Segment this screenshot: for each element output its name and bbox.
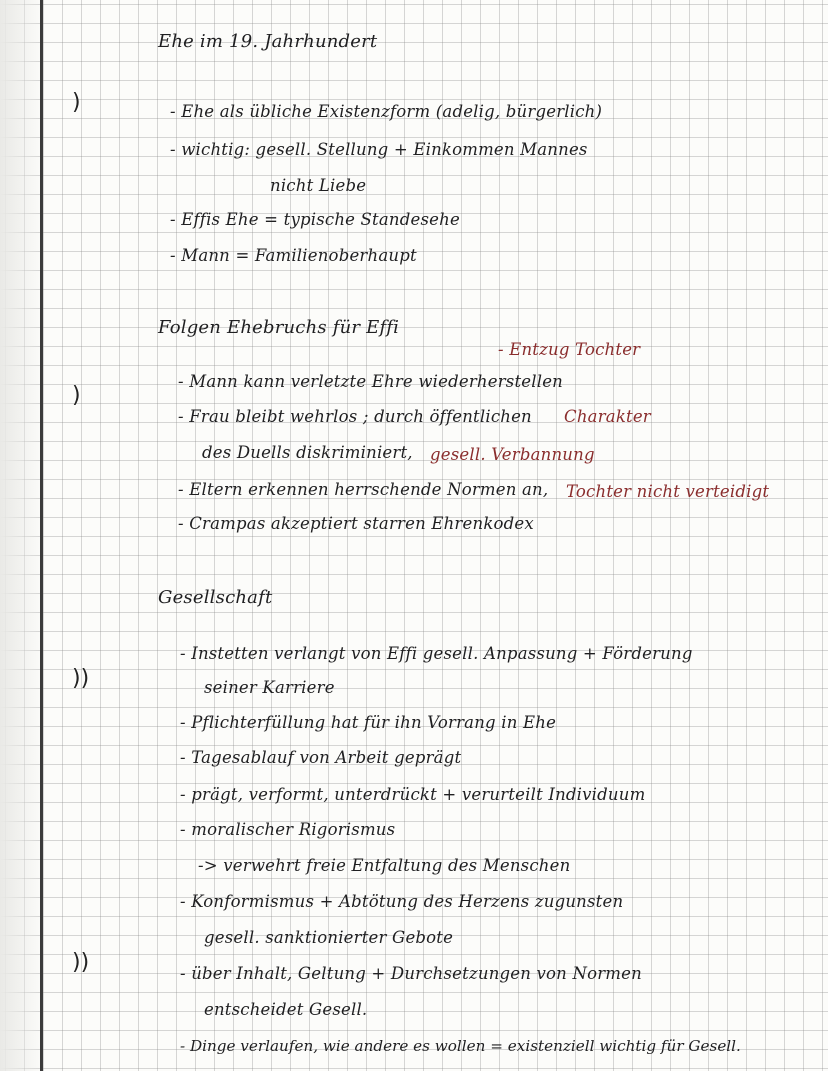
- side-note: - Entzug Tochter: [498, 340, 641, 359]
- page-shadow: [0, 0, 44, 1071]
- note-line: - moralischer Rigorismus: [180, 820, 396, 839]
- note-line: - Effis Ehe = typische Standesehe: [170, 210, 460, 229]
- note-line: - wichtig: gesell. Stellung + Einkommen Mannes: [170, 140, 588, 159]
- note-line-red: Tochter nicht verteidigt: [566, 482, 770, 501]
- note-line: gesell. sanktionierter Gebote: [204, 928, 454, 947]
- note-line: - Mann = Familienoberhaupt: [170, 246, 417, 265]
- hole-icon: )): [72, 950, 90, 975]
- section-title-gesellschaft: Gesellschaft: [158, 587, 273, 608]
- note-line: - Crampas akzeptiert starren Ehrenkodex: [178, 514, 534, 533]
- notebook-spine: [40, 0, 43, 1071]
- note-line-red: gesell. Verbannung: [430, 445, 595, 464]
- section-title-folgen: Folgen Ehebruchs für Effi: [158, 317, 400, 338]
- hole-icon: )): [72, 666, 90, 691]
- note-line: - Instetten verlangt von Effi gesell. Anpassung + Förderung: [180, 644, 693, 663]
- hole-icon: ): [72, 383, 81, 408]
- section-title-ehe: Ehe im 19. Jahrhundert: [158, 31, 378, 52]
- note-line: - Mann kann verletzte Ehre wiederherstellen: [178, 372, 563, 391]
- note-line: entscheidet Gesell.: [204, 1000, 368, 1019]
- hole-icon: ): [72, 90, 81, 115]
- note-line: - Pflichterfüllung hat für ihn Vorrang in Ehe: [180, 713, 557, 732]
- note-line: - Dinge verlaufen, wie andere es wollen = existenziell wichtig für Gesell.: [180, 1037, 741, 1055]
- note-line: -> verwehrt freie Entfaltung des Menschen: [198, 856, 571, 875]
- note-line: des Duells diskriminiert,: [202, 443, 413, 462]
- note-line: nicht Liebe: [270, 176, 367, 195]
- note-line-red: Charakter: [564, 407, 651, 426]
- note-line: - Tagesablauf von Arbeit geprägt: [180, 748, 462, 767]
- note-line: - Ehe als übliche Existenzform (adelig, bürgerlich): [170, 102, 603, 121]
- note-line: - Frau bleibt wehrlos ; durch öffentlichen: [178, 407, 532, 426]
- note-line: - Eltern erkennen herrschende Normen an,: [178, 480, 549, 499]
- note-line: - Konformismus + Abtötung des Herzens zugunsten: [180, 892, 624, 911]
- note-line: - prägt, verformt, unterdrückt + verurteilt Individuum: [180, 785, 646, 804]
- note-line: seiner Karriere: [204, 678, 335, 697]
- note-line: - über Inhalt, Geltung + Durchsetzungen von Normen: [180, 964, 642, 983]
